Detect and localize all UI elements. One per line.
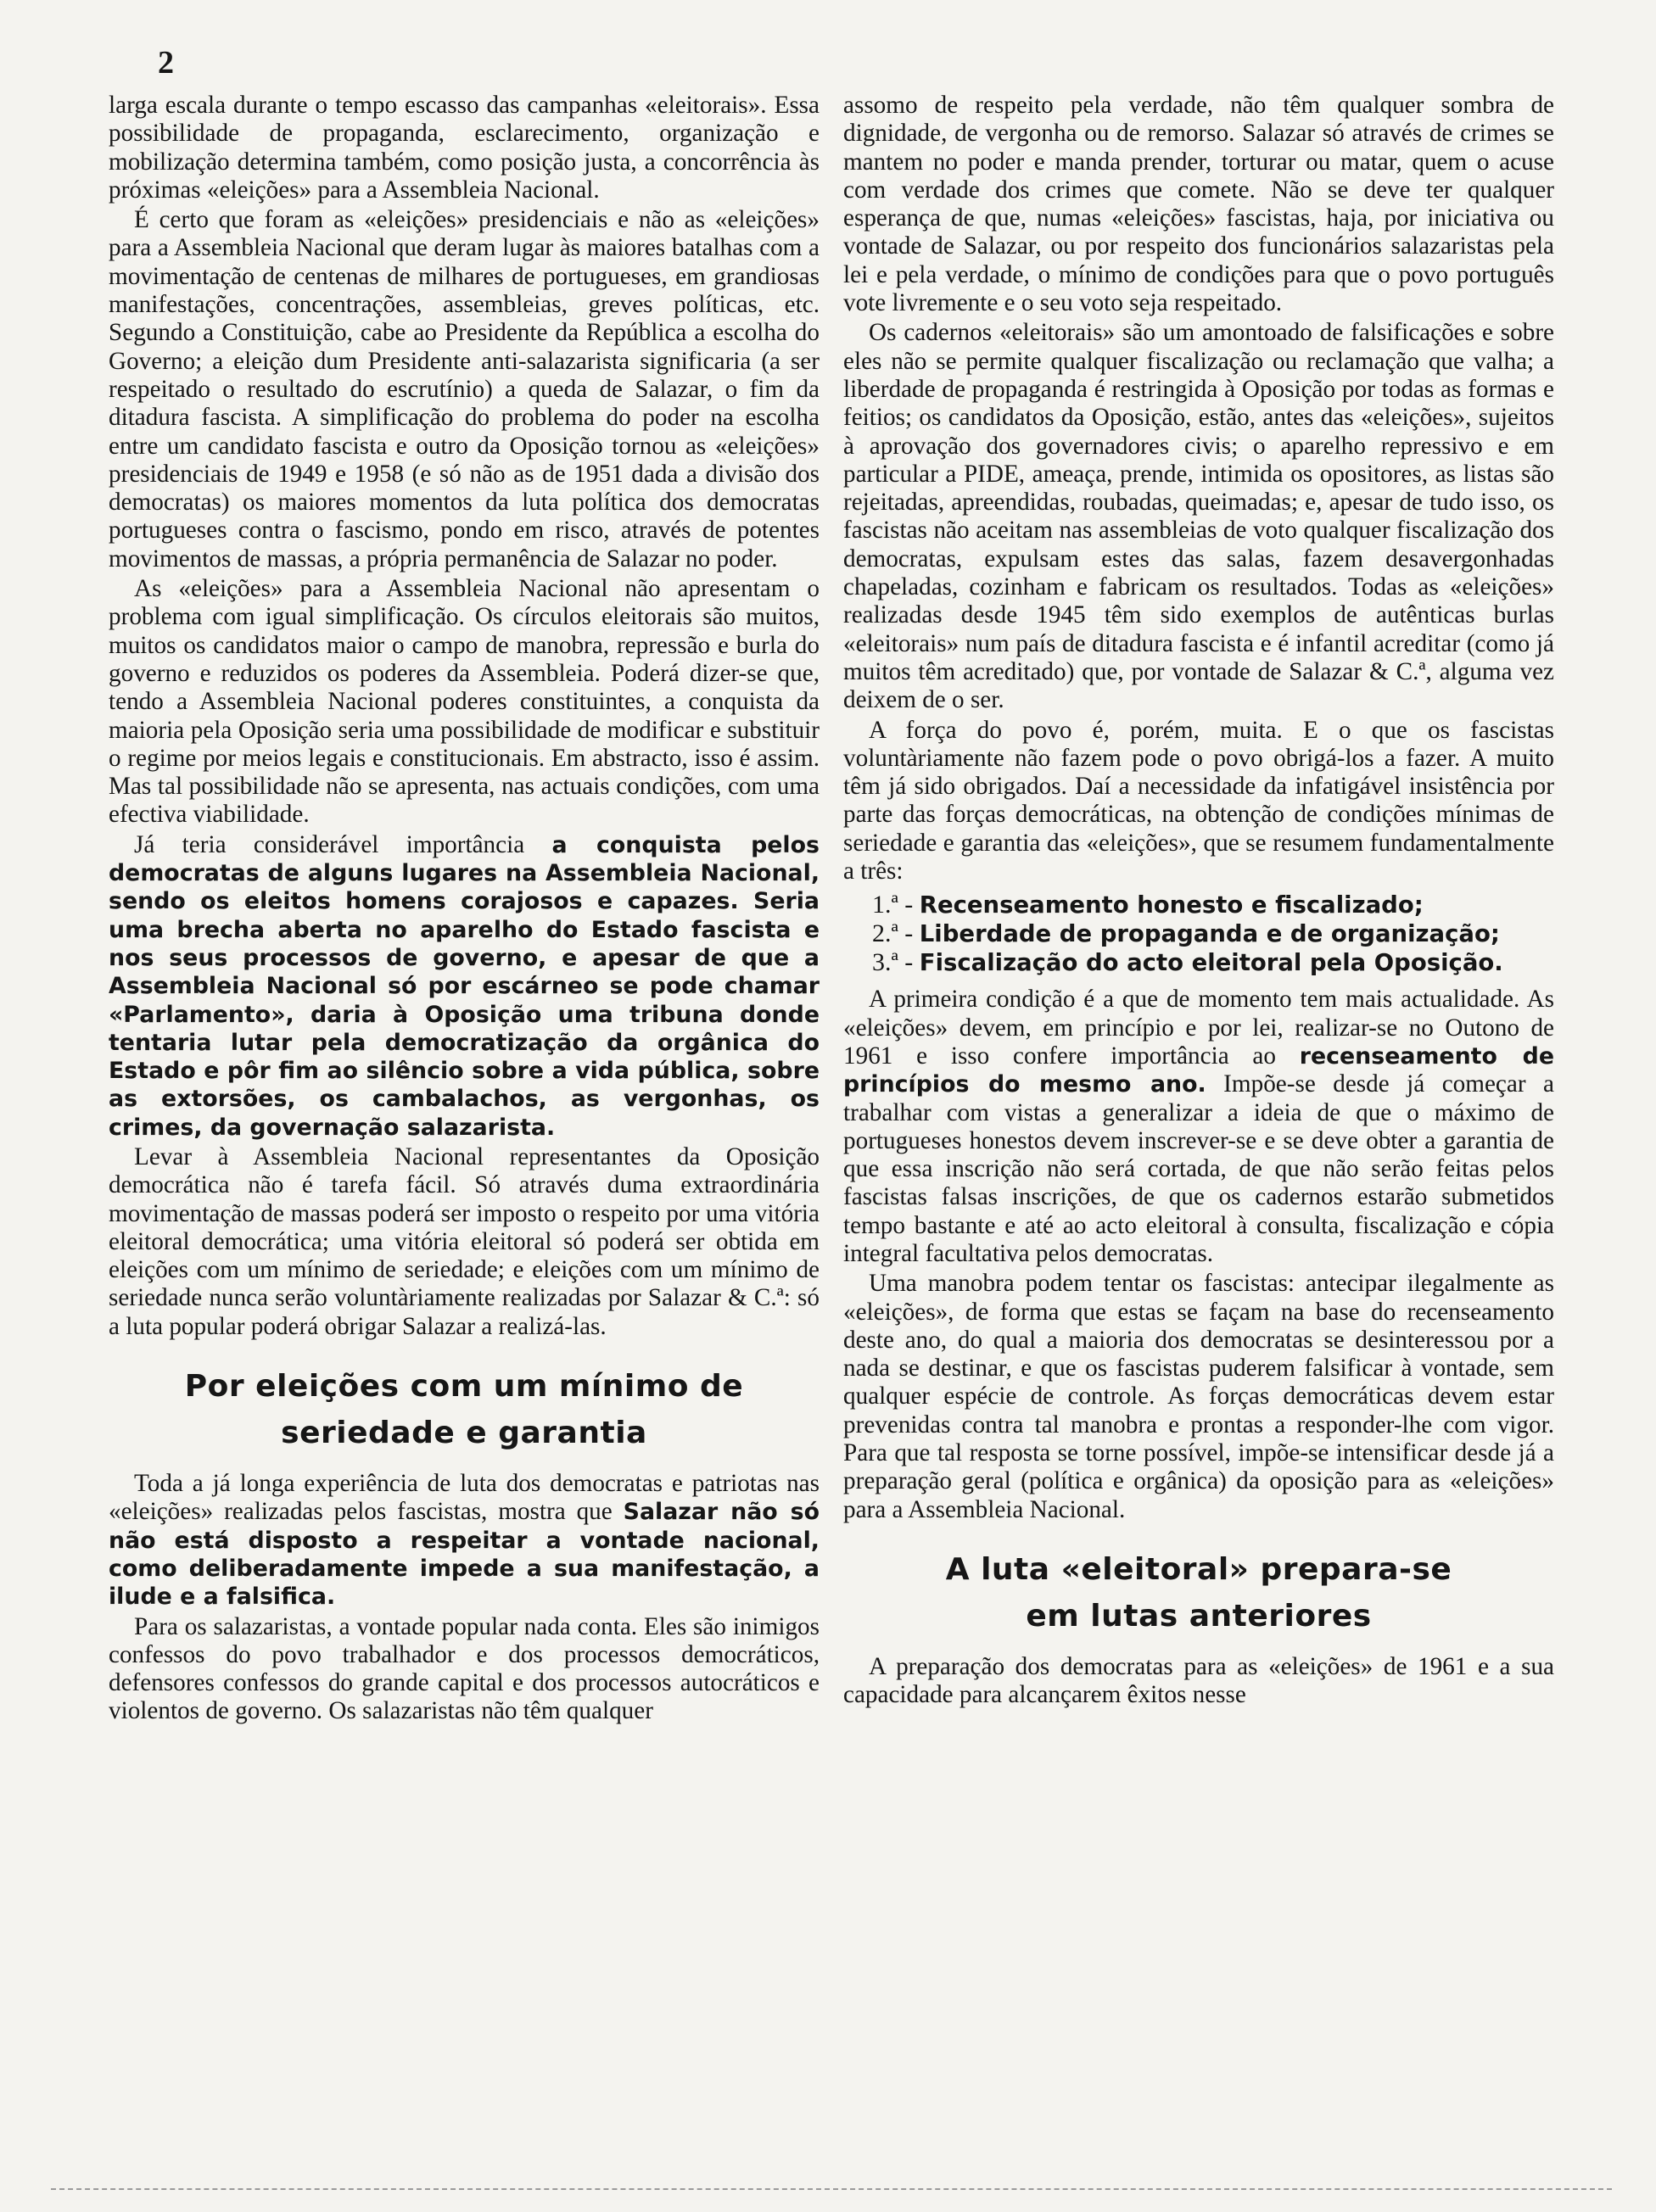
- paragraph: [109, 1470, 820, 1611]
- list-item-text: Liberdade de propaganda e de organização;: [919, 920, 1500, 948]
- paragraph: [843, 986, 1554, 1268]
- paragraph: Uma manobra podem tentar os fascistas: antecipar ilegalmente as «eleições», de forma que estas se façam na base do recenseamento deste ano, do qual a maioria dos democratas se desinteressou por a nada se destinar, e que os fascistas puderem falsificar à vontade, sem qualquer espécie de controle. As forças democráticas devem estar prevenidas contra tal manobra e prontas a responder-lhe com vigor. Para que tal resposta se torne possível, impõe-se intensificar desde já a preparação geral (política e orgânica) da oposição para as «eleições» para a Assembleia Nacional.: [843, 1270, 1554, 1523]
- section-heading-line: seriedade e garantia: [281, 1416, 647, 1451]
- paragraph: Os cadernos «eleitorais» são um amontoado de falsificações e sobre eles não se permite qualquer fiscalização ou reclamação que valha; a liberdade de propaganda é restringida à Oposição por todas as formas e feitios; os candidatos da Oposição, estão, antes das «eleições», sujeitos à aprovação dos governadores civis; o aparelho repressivo e em particular a PIDE, ameaça, prende, intimida os opositores, as listas são rejeitadas, apreendidas, roubadas, queimadas; e, apesar de tudo isso, os fascistas não aceitam nas assembleias de voto qualquer fiscalização dos democratas, expulsam estes das salas, fazem desavergonhadas chapeladas, cozinham e fabricam os resultados. Todas as «eleições» realizadas desde 1945 têm sido exemplos de autênticas burlas «eleitorais» num país de ditadura fascista e é infantil acreditar (como já muitos têm acreditado) que, por vontade de Salazar & C.ª, alguma vez deixem de o ser.: [843, 319, 1554, 714]
- paragraph: As «eleições» para a Assembleia Nacional não apresentam o problema com igual simplificação. Os círculos eleitorais são muitos, muitos os candidatos maior o campo de manobra, repressão e burla do governo e reduzidos os poderes da Assembleia. Poderá dizer-se que, tendo a Assembleia Nacional poderes constituintes, a conquista da maioria pela Oposição seria uma possibilidade de modificar e substituir o regime por meios legais e constitucionais. Em abstracto, isso é assim. Mas tal possibilidade não se apresenta, nas actuais condições, com uma efectiva viabilidade.: [109, 575, 820, 829]
- paragraph: assomo de respeito pela verdade, não têm qualquer sombra de dignidade, de vergonha ou de remorso. Salazar só através de crimes se mantem no poder e manda prender, torturar ou matar, quem o acuse com verdade dos crimes que comete. Não se deve ter qualquer esperança de que, numas «eleições» fascistas, haja, por iniciativa ou vontade de Salazar, ou por respeito dos funcionários salazaristas pela lei e pela verdade, o mínimo de condições para que o povo português vote livremente e o seu voto seja respeitado.: [843, 92, 1554, 317]
- paragraph: A força do povo é, porém, muita. E o que os fascistas voluntàriamente não fazem pode o povo obrigá-los a fazer. A muito têm já sido obrigados. Daí a necessidade da infatigável insistência por parte das forças democráticas, na obtenção de condições mínimas de seriedade e garantia das «eleições», que se resumem fundamentalmente a três:: [843, 716, 1554, 885]
- list-item: [872, 948, 1554, 977]
- footer-divider: [51, 2188, 1612, 2190]
- list-item: [872, 891, 1554, 919]
- list-item-number: 1.ª -: [872, 891, 920, 919]
- page-number: 2: [158, 45, 174, 81]
- section-heading: [843, 1546, 1554, 1639]
- paragraph: É certo que foram as «eleições» presidenciais e não as «eleições» para a Assembleia Nacional que deram lugar às maiores batalhas com a movimentação de centenas de milhares de portugueses, em grandiosas manifestações, concentrações, assembleias, greves políticas, etc. Segundo a Constituição, cabe ao Presidente da República a escolha do Governo; a eleição dum Presidente anti-salazarista significaria (a ser respeitado o resultado do escrutínio) a queda de Salazar, o fim da ditadura fascista. A simplificação do problema do poder na escolha entre um candidato fascista e outro da Oposição tornou as «eleições» presidenciais de 1949 e 1958 (e só não as de 1951 dada a divisão dos democratas) os maiores momentos da luta política dos democratas portugueses contra o fascismo, pondo em risco, através de potentes movimentos de massas, a própria permanência de Salazar no poder.: [109, 206, 820, 573]
- right-column: [843, 92, 1554, 1712]
- paragraph-text: Impõe-se desde já começar a trabalhar com vistas a generalizar a ideia de que o máximo de portugueses honestos devem inscrever-se e se deve obter a garantia de que essa inscrição não será cortada, de que não serão feitas pelos fascistas falsas inscrições, de que os cadernos estarão submetidos tempo bastante e até ao acto eleitoral à consulta, fiscalização e cópia integral facultativa pelos democratas.: [843, 1070, 1554, 1267]
- left-column: [109, 92, 820, 1728]
- emphasis-text: a conquista pelos democratas de alguns lugares na Assembleia Nacional, sendo os eleitos homens corajosos e capazes. Seria uma brecha aberta no aparelho do Estado fascista e nos seus processos de governo, e apesar de que a Assembleia Nacional só por escárneo se pode chamar «Parlamento», daria à Oposição uma tribuna donde tentaria lutar pela democratização da orgânica do Estado e pôr fim ao silêncio sobre a vida pública, sobre as extorsões, os cambalachos, as vergonhas, os crimes, da governação salazarista.: [109, 831, 820, 1141]
- paragraph: Levar à Assembleia Nacional representantes da Oposição democrática não é tarefa fácil. Só através duma extraordinária movimentação de massas poderá ser imposto o respeito por uma vitória eleitoral democrática; uma vitória eleitoral só poderá ser obtida em eleições com um mínimo de seriedade; e eleições com um mínimo de seriedade nunca serão voluntàriamente realizadas por Salazar & C.ª: só a luta popular poderá obrigar Salazar a realizá-las.: [109, 1142, 820, 1340]
- paragraph: [109, 831, 820, 1142]
- section-heading-line: em lutas anteriores: [1026, 1598, 1372, 1634]
- paragraph: A preparação dos democratas para as «eleições» de 1961 e a sua capacidade para alcançarem êxitos nesse: [843, 1652, 1554, 1709]
- paragraph-text: Já teria considerável importância: [134, 830, 552, 858]
- paragraph: larga escala durante o tempo escasso das campanhas «eleitorais». Essa possibilidade de propaganda, esclarecimento, organização e mobilização determina também, como posição justa, a concorrência às próximas «eleições» para a Assembleia Nacional.: [109, 92, 820, 204]
- paragraph-text: Toda a já longa experiência de luta dos democratas e patriotas nas «eleições» realizadas pelos fascistas, mostra que: [109, 1470, 820, 1526]
- list-item-text: Fiscalização do acto eleitoral pela Oposição.: [919, 949, 1503, 977]
- list-item-text: Recenseamento honesto e fiscalizado;: [919, 891, 1424, 919]
- section-heading-line: Por eleições com um mínimo de: [184, 1369, 744, 1405]
- list-item-number: 2.ª -: [872, 919, 920, 948]
- emphasis-text: recenseamento de princípios do mesmo ano.: [843, 1042, 1555, 1098]
- section-heading: [109, 1363, 820, 1456]
- section-heading-line: A luta «eleitoral» prepara-se: [945, 1551, 1452, 1587]
- list-item: [872, 919, 1554, 948]
- emphasis-text: Salazar não só não está disposto a respeitar a vontade nacional, como deliberadamente impede a sua manifestação, a ilude e a falsifica.: [109, 1499, 820, 1611]
- conditions-list: [843, 891, 1554, 977]
- paragraph: Para os salazaristas, a vontade popular nada conta. Eles são inimigos confessos do povo trabalhador e dos processos democráticos, defensores confessos do grande capital e dos processos autocráticos e violentos de governo. Os salazaristas não têm qualquer: [109, 1612, 820, 1725]
- paragraph-text: A primeira condição é a que de momento tem mais actualidade. As «eleições» devem, em princípio e por lei, realizar-se no Outono de 1961 e isso confere importância ao: [843, 986, 1554, 1070]
- list-item-number: 3.ª -: [872, 948, 920, 977]
